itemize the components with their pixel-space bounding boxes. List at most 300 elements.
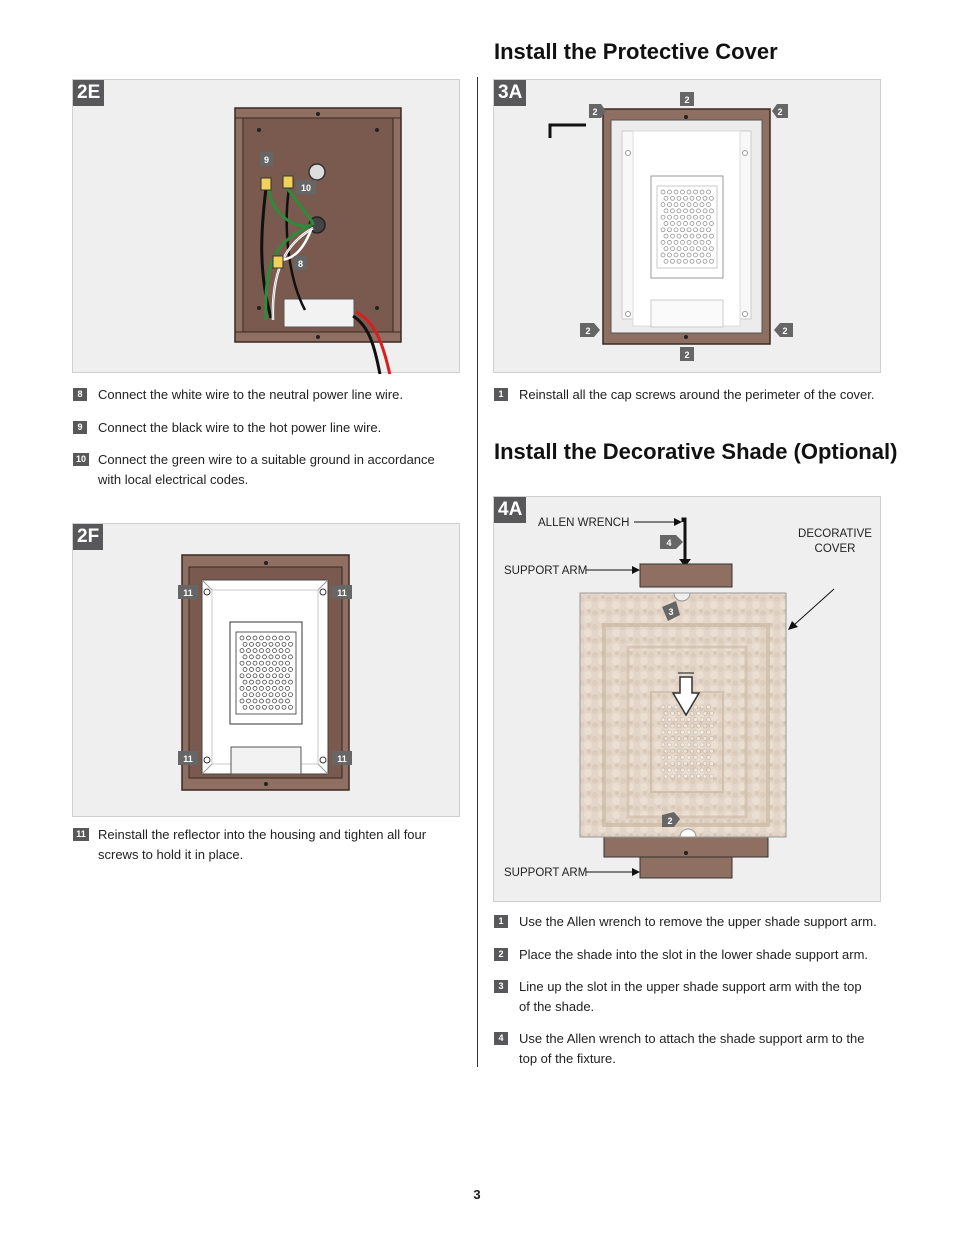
led-dot (289, 655, 293, 659)
led-dot (671, 762, 675, 766)
led-dot (269, 680, 273, 684)
led-dot (703, 749, 707, 753)
led-dot (703, 196, 707, 200)
led-dot (664, 247, 668, 251)
led-dot (253, 674, 257, 678)
led-dot (279, 699, 283, 703)
led-dot (684, 196, 688, 200)
led-dot (668, 253, 672, 257)
led-dot (694, 755, 698, 759)
led-dot (661, 768, 665, 772)
led-dot (664, 724, 668, 728)
led-dot (289, 693, 293, 697)
step-2e-8 (73, 385, 463, 407)
led-dot (250, 642, 254, 646)
panel-2e-label: 2E (73, 80, 104, 106)
led-dot (694, 240, 698, 244)
led-dot (694, 203, 698, 207)
step-text: Use the Allen wrench to attach the shade support arm to the (519, 1031, 865, 1046)
step-text: Place the shade into the slot in the lower shade support arm. (519, 947, 869, 962)
led-dot (674, 730, 678, 734)
led-dot (687, 203, 691, 207)
led-dot (677, 774, 681, 778)
led-dot (677, 749, 681, 753)
led-dot (671, 234, 675, 238)
led-dot (681, 228, 685, 232)
led-dot (681, 730, 685, 734)
led-dot (710, 234, 714, 238)
led-dot (282, 693, 286, 697)
led-dot (710, 222, 714, 226)
led-dot (690, 711, 694, 715)
led-dot (289, 680, 293, 684)
led-dot (286, 686, 290, 690)
led-dot (687, 215, 691, 219)
led-dot (260, 686, 264, 690)
step-text: Connect the green wire to a suitable ground in accordance (98, 452, 435, 467)
led-dot (269, 705, 273, 709)
led-dot (668, 755, 672, 759)
led-dot (677, 247, 681, 251)
led-dot (684, 209, 688, 213)
led-dot (243, 655, 247, 659)
label-decorative: DECORATIVE (798, 528, 872, 540)
led-dot (263, 655, 267, 659)
led-dot (243, 693, 247, 697)
led-dot (674, 253, 678, 257)
step-4a-1 (494, 912, 894, 934)
led-dot (684, 724, 688, 728)
led-dot (273, 699, 277, 703)
led-dot (707, 705, 711, 709)
led-dot (282, 680, 286, 684)
led-dot (674, 215, 678, 219)
led-dot (250, 693, 254, 697)
heading-decorative-shade: Install the Decorative Shade (Optional) (494, 439, 898, 464)
led-dot (700, 705, 704, 709)
led-dot (710, 737, 714, 741)
led-dot (703, 247, 707, 251)
step-2e-9 (73, 418, 463, 440)
led-dot (661, 718, 665, 722)
led-dot (697, 259, 701, 263)
led-dot (694, 743, 698, 747)
panel-4a (493, 496, 881, 902)
led-dot (687, 228, 691, 232)
led-dot (286, 699, 290, 703)
led-dot (700, 730, 704, 734)
led-dot (266, 686, 270, 690)
led-dot (690, 724, 694, 728)
led-dot (256, 693, 260, 697)
led-dot (269, 693, 273, 697)
led-dot (707, 743, 711, 747)
led-dot (279, 686, 283, 690)
shade-diagram (494, 497, 882, 903)
led-dot (671, 259, 675, 263)
led-dot (664, 196, 668, 200)
label-support-arm-top: SUPPORT ARM (504, 565, 588, 577)
led-dot (289, 668, 293, 672)
step-number: 2 (494, 948, 508, 961)
led-dot (710, 247, 714, 251)
led-dot (703, 737, 707, 741)
led-dot (668, 705, 672, 709)
step-text: Reinstall the reflector into the housing and tighten all four (98, 827, 427, 842)
led-dot (677, 737, 681, 741)
led-dot (266, 661, 270, 665)
led-dot (707, 768, 711, 772)
led-dot (671, 247, 675, 251)
label-allen-wrench: ALLEN WRENCH (538, 517, 630, 529)
led-dot (684, 762, 688, 766)
led-dot (263, 642, 267, 646)
led-dot (247, 649, 251, 653)
led-dot (243, 668, 247, 672)
led-dot (707, 190, 711, 194)
led-dot (266, 636, 270, 640)
led-dot (703, 762, 707, 766)
led-dot (690, 234, 694, 238)
led-dot (250, 668, 254, 672)
led-dot (250, 705, 254, 709)
led-dot (690, 749, 694, 753)
led-dot (286, 649, 290, 653)
step-3a-1 (494, 385, 894, 407)
svg-text:11: 11 (183, 588, 193, 598)
led-dot (697, 774, 701, 778)
led-dot (697, 749, 701, 753)
led-dot (273, 686, 277, 690)
led-dot (664, 222, 668, 226)
led-dot (289, 705, 293, 709)
led-dot (266, 699, 270, 703)
led-dot (668, 190, 672, 194)
led-dot (250, 655, 254, 659)
led-dot (697, 209, 701, 213)
led-dot (289, 642, 293, 646)
led-dot (668, 768, 672, 772)
panel-4a-label: 4A (494, 497, 526, 523)
step-number: 8 (73, 388, 87, 401)
svg-text:11: 11 (337, 754, 347, 764)
driver-box (231, 747, 301, 774)
led-dot (694, 215, 698, 219)
led-dot (694, 190, 698, 194)
led-dot (256, 705, 260, 709)
led-dot (256, 655, 260, 659)
led-dot (253, 661, 257, 665)
led-dot (700, 228, 704, 232)
led-dot (243, 705, 247, 709)
led-dot (674, 190, 678, 194)
step-number: 3 (494, 980, 508, 993)
led-dot (677, 711, 681, 715)
led-dot (707, 730, 711, 734)
led-dot (256, 668, 260, 672)
led-dot (260, 674, 264, 678)
led-dot (684, 749, 688, 753)
led-dot (240, 661, 244, 665)
led-dot (240, 699, 244, 703)
led-dot (282, 668, 286, 672)
step-text-line2: with local electrical codes. (98, 472, 249, 487)
led-dot (690, 196, 694, 200)
led-dot (697, 737, 701, 741)
svg-text:3: 3 (668, 607, 674, 617)
led-dot (694, 730, 698, 734)
led-dot (694, 228, 698, 232)
led-dot (700, 718, 704, 722)
led-dot (697, 247, 701, 251)
label-support-arm-bottom: SUPPORT ARM (504, 867, 588, 879)
led-dot (671, 774, 675, 778)
led-dot (710, 724, 714, 728)
led-dot (697, 724, 701, 728)
led-dot (282, 655, 286, 659)
led-dot (661, 228, 665, 232)
led-dot (710, 209, 714, 213)
led-dot (703, 234, 707, 238)
svg-text:2: 2 (667, 816, 673, 826)
led-dot (677, 724, 681, 728)
led-dot (703, 774, 707, 778)
led-dot (253, 636, 257, 640)
led-dot (684, 774, 688, 778)
lower-support-arm (640, 857, 732, 878)
led-dot (243, 642, 247, 646)
upper-support-arm (640, 564, 732, 587)
led-dot (286, 636, 290, 640)
led-dot (661, 253, 665, 257)
led-dot (247, 699, 251, 703)
led-dot (690, 259, 694, 263)
panel-2f-label: 2F (73, 524, 103, 550)
svg-text:11: 11 (337, 588, 347, 598)
svg-text:2: 2 (777, 107, 783, 117)
led-dot (671, 749, 675, 753)
wiring-diagram (73, 80, 461, 374)
step-text-line2: top of the fixture. (519, 1051, 616, 1066)
led-dot (687, 240, 691, 244)
led-dot (700, 215, 704, 219)
led-dot (697, 762, 701, 766)
led-dot (668, 203, 672, 207)
led-dot (269, 668, 273, 672)
led-dot (681, 768, 685, 772)
step-text: Connect the black wire to the hot power line wire. (98, 420, 382, 435)
led-dot (690, 222, 694, 226)
led-dot (703, 222, 707, 226)
driver-box (284, 299, 354, 327)
led-dot (269, 642, 273, 646)
led-dot (263, 680, 267, 684)
led-dot (668, 743, 672, 747)
led-dot (674, 240, 678, 244)
led-dot (671, 196, 675, 200)
led-dot (687, 768, 691, 772)
led-dot (243, 680, 247, 684)
decorative-shade (580, 593, 786, 837)
led-dot (664, 762, 668, 766)
step-text: Reinstall all the cap screws around the perimeter of the cover. (519, 387, 875, 402)
led-dot (674, 718, 678, 722)
led-dot (681, 718, 685, 722)
led-dot (697, 196, 701, 200)
led-dot (690, 737, 694, 741)
led-dot (260, 649, 264, 653)
led-dot (250, 680, 254, 684)
step-number: 1 (494, 915, 508, 928)
led-dot (707, 253, 711, 257)
led-dot (694, 253, 698, 257)
led-dot (707, 755, 711, 759)
led-dot (687, 743, 691, 747)
step-text: Line up the slot in the upper shade support arm with the top (519, 979, 862, 994)
led-dot (681, 743, 685, 747)
led-dot (687, 718, 691, 722)
led-dot (661, 755, 665, 759)
led-dot (694, 768, 698, 772)
led-dot (710, 774, 714, 778)
svg-text:2: 2 (684, 95, 690, 105)
heading-protective-cover: Install the Protective Cover (494, 39, 778, 64)
led-dot (700, 755, 704, 759)
allen-wrench (550, 125, 586, 138)
led-dot (240, 674, 244, 678)
led-dot (276, 642, 280, 646)
led-dot (690, 774, 694, 778)
svg-text:11: 11 (183, 754, 193, 764)
led-dot (703, 724, 707, 728)
cover-diagram (494, 80, 882, 374)
led-dot (703, 711, 707, 715)
led-dot (263, 705, 267, 709)
led-dot (687, 730, 691, 734)
led-dot (664, 711, 668, 715)
led-dot (661, 730, 665, 734)
led-dot (256, 642, 260, 646)
led-dot (253, 686, 257, 690)
reflector-diagram (73, 524, 461, 818)
led-dot (700, 768, 704, 772)
led-dot (694, 705, 698, 709)
led-dot (687, 755, 691, 759)
led-dot (664, 774, 668, 778)
svg-text:2: 2 (585, 326, 591, 336)
step-number: 9 (73, 421, 87, 434)
step-4a-2 (494, 945, 894, 967)
led-dot (276, 680, 280, 684)
led-dot (684, 234, 688, 238)
svg-text:2: 2 (782, 326, 788, 336)
led-dot (247, 674, 251, 678)
step-text: Use the Allen wrench to remove the upper shade support arm. (519, 914, 877, 929)
led-dot (671, 222, 675, 226)
led-dot (263, 693, 267, 697)
led-dot (260, 661, 264, 665)
led-dot (707, 228, 711, 232)
led-dot (710, 711, 714, 715)
step-text-line2: screws to hold it in place. (98, 847, 244, 862)
svg-text:4: 4 (666, 538, 672, 548)
led-dot (240, 686, 244, 690)
led-dot (286, 674, 290, 678)
led-dot (253, 649, 257, 653)
led-dot (707, 718, 711, 722)
step-2f-11 (73, 825, 463, 867)
led-dot (703, 259, 707, 263)
led-dot (697, 711, 701, 715)
led-dot (668, 240, 672, 244)
allen-wrench (683, 519, 685, 563)
led-dot (681, 253, 685, 257)
led-dot (710, 259, 714, 263)
led-dot (677, 222, 681, 226)
led-dot (266, 649, 270, 653)
knockout-top (309, 164, 325, 180)
led-dot (681, 755, 685, 759)
led-dot (240, 649, 244, 653)
led-dot (671, 724, 675, 728)
led-dot (674, 743, 678, 747)
led-dot (684, 737, 688, 741)
led-dot (677, 196, 681, 200)
led-dot (700, 240, 704, 244)
led-dot (276, 668, 280, 672)
step-2e-10 (73, 450, 463, 492)
led-dot (664, 259, 668, 263)
led-dot (690, 762, 694, 766)
led-dot (279, 674, 283, 678)
led-dot (276, 655, 280, 659)
led-dot (273, 636, 277, 640)
led-dot (664, 749, 668, 753)
svg-text:10: 10 (300, 183, 312, 193)
led-dot (266, 674, 270, 678)
led-dot (664, 209, 668, 213)
page-number: 3 (473, 1187, 481, 1202)
step-text-line2: of the shade. (519, 999, 595, 1014)
svg-text:2: 2 (684, 350, 690, 360)
led-dot (671, 711, 675, 715)
label-cover: COVER (814, 543, 856, 555)
panel-2e (72, 79, 460, 373)
led-dot (256, 680, 260, 684)
led-dot (687, 253, 691, 257)
panel-3a (493, 79, 881, 373)
led-dot (664, 737, 668, 741)
led-dot (710, 196, 714, 200)
led-dot (690, 247, 694, 251)
step-number: 10 (73, 453, 89, 466)
led-dot (661, 240, 665, 244)
led-dot (710, 762, 714, 766)
led-dot (677, 209, 681, 213)
led-dot (700, 190, 704, 194)
panel-2f (72, 523, 460, 817)
led-dot (674, 768, 678, 772)
svg-text:8: 8 (297, 259, 304, 269)
led-dot (674, 705, 678, 709)
led-dot (684, 222, 688, 226)
step-4a-4 (494, 1029, 894, 1071)
step-number: 1 (494, 388, 508, 401)
led-dot (240, 636, 244, 640)
led-dot (661, 743, 665, 747)
led-dot (247, 686, 251, 690)
step-4a-3 (494, 977, 894, 1019)
